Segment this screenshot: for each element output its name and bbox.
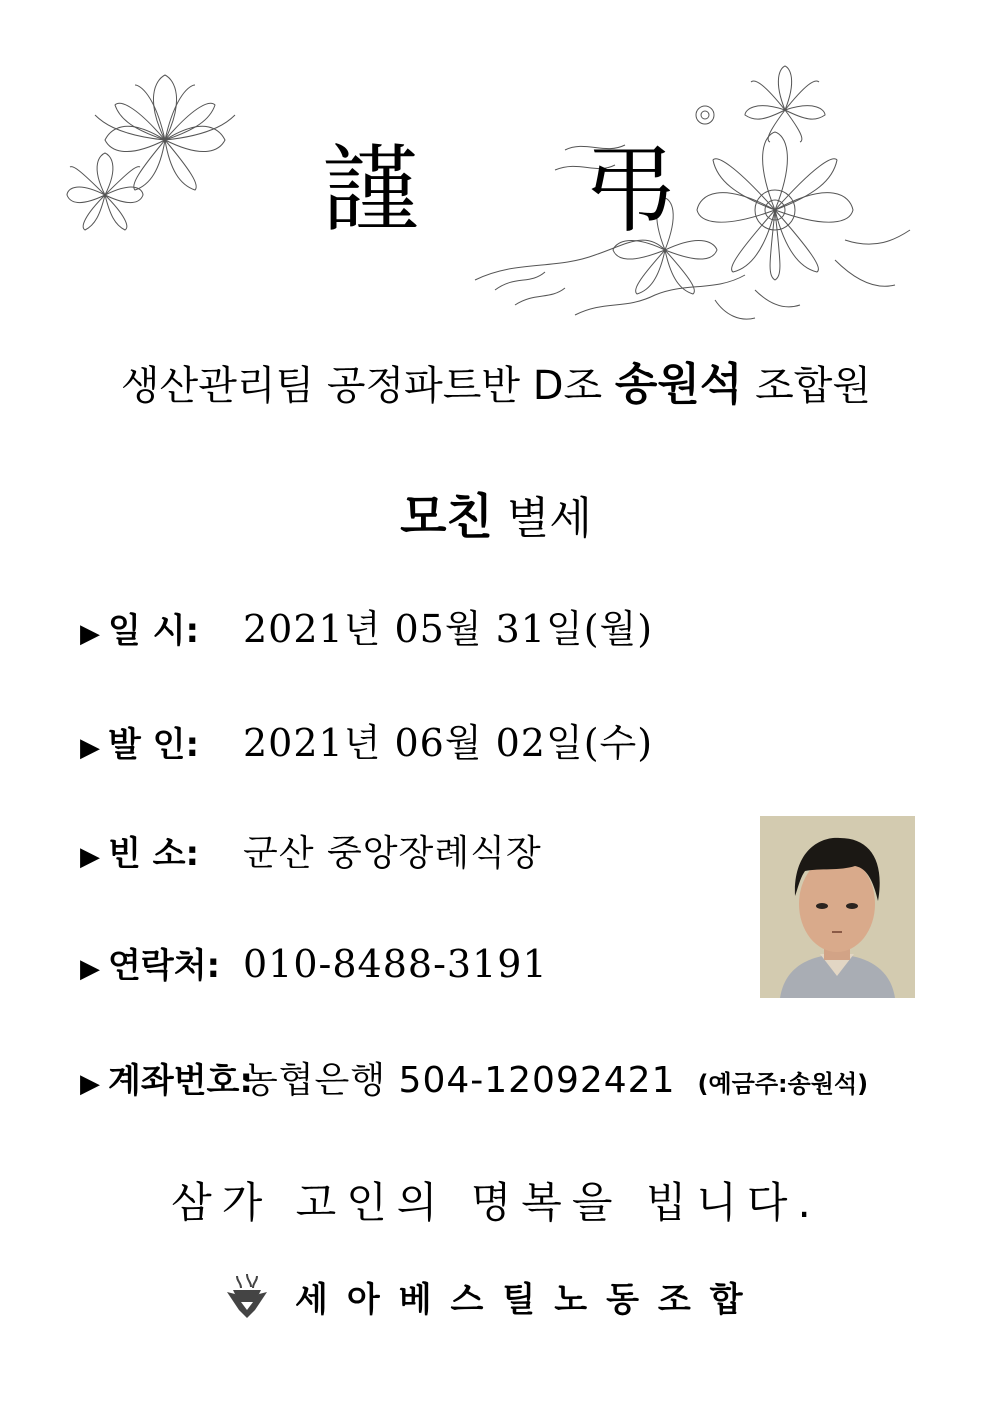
relation: 모친 [400, 489, 493, 545]
title-char-1: 謹 [322, 134, 418, 246]
title-char-2: 弔 [582, 134, 678, 246]
detail-value: 농협은행 504-12092421 [243, 1060, 676, 1101]
chrysanthemum-illustration-left [65, 70, 245, 240]
page-title [300, 125, 700, 255]
member-name: 송원석 [614, 359, 743, 410]
deceased-member-line [0, 348, 992, 412]
union-signature [225, 1268, 762, 1324]
account-holder: (예금주:송원석) [697, 1070, 869, 1098]
member-portrait-photo [760, 816, 915, 998]
detail-value: 2021년 06월 02일(수) [243, 721, 654, 765]
detail-value: 010-8488-3191 [243, 942, 548, 986]
status: 별세 [506, 493, 592, 544]
arrow-icon: ▶ [80, 619, 100, 649]
detail-row-contact [80, 938, 548, 998]
detail-label: 발 인: [108, 725, 200, 765]
detail-value: 2021년 05월 31일(월) [243, 607, 654, 651]
arrow-icon: ▶ [80, 954, 100, 984]
arrow-icon: ▶ [80, 733, 100, 763]
detail-value: 군산 중앙장례식장 [243, 833, 542, 874]
detail-row-funeral [80, 712, 653, 772]
hands-holding-cup-icon [225, 1272, 269, 1320]
department: 생산관리팀 공정파트반 D조 [120, 363, 603, 409]
condolence-message: 삼가 고인의 명복을 빕니다. [171, 1178, 821, 1227]
detail-label: 일 시: [108, 611, 200, 651]
detail-label: 빈 소: [108, 834, 200, 874]
arrow-icon: ▶ [80, 842, 100, 872]
relation-line [0, 478, 992, 547]
detail-label: 연락처: [108, 946, 221, 986]
member-title: 조합원 [755, 363, 872, 409]
arrow-icon: ▶ [80, 1069, 100, 1099]
detail-row-datetime [80, 598, 653, 658]
detail-label: 계좌번호: [108, 1061, 253, 1101]
portrait-image [760, 816, 915, 998]
detail-row-account [80, 1052, 868, 1112]
detail-row-venue [80, 825, 542, 885]
union-name: 세아베스틸노동조합 [295, 1279, 762, 1320]
